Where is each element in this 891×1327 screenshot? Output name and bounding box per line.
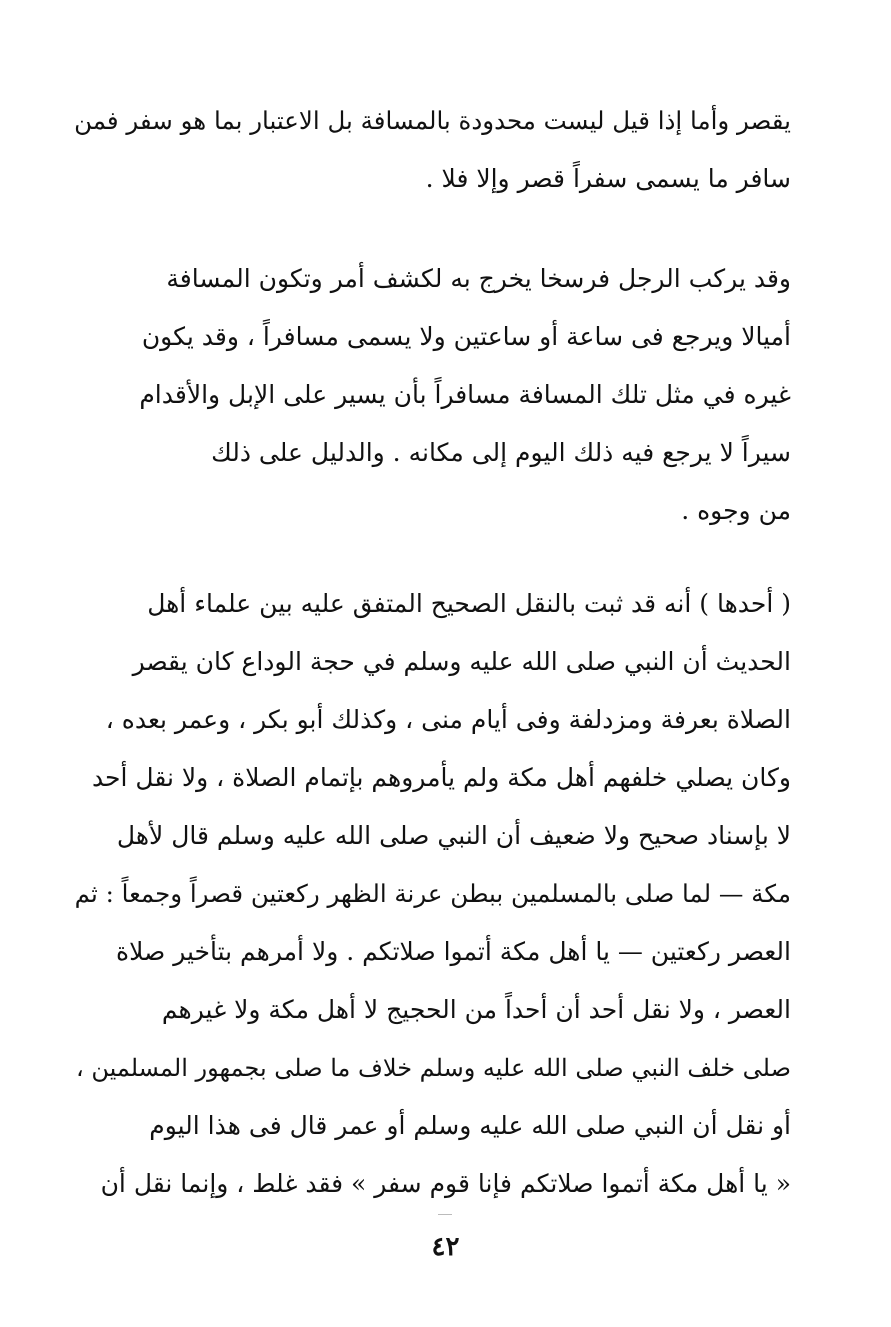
text-line: وقد يركب الرجل فرسخا يخرج به لكشف أمر وتكون المسافة (166, 264, 791, 293)
text-line: أو نقل أن النبي صلى الله عليه وسلم أو عمر قال فى هذا اليوم (149, 1111, 791, 1140)
text-line: سيراً لا يرجع فيه ذلك اليوم إلى مكانه . والدليل على ذلك (211, 438, 791, 467)
text-line: أميالا ويرجع فى ساعة أو ساعتين ولا يسمى مسافراً ، وقد يكون (141, 322, 791, 351)
text-line: العصر ركعتين — يا أهل مكة أتموا صلاتكم . ولا أمرهم بتأخير صلاة (116, 937, 791, 966)
text-line: العصر ، ولا نقل أحد أن أحداً من الحجيج لا أهل مكة ولا غيرهم (161, 995, 791, 1024)
text-line: وكان يصلي خلفهم أهل مكة ولم يأمروهم بإتمام الصلاة ، ولا نقل أحد (91, 763, 791, 792)
text-line: لا بإسناد صحيح ولا ضعيف أن النبي صلى الله عليه وسلم قال لأهل (116, 821, 791, 850)
text-line: مكة — لما صلى بالمسلمين ببطن عرنة الظهر ركعتين قصراً وجمعاً : ثم (74, 879, 791, 908)
text-line: الصلاة بعرفة ومزدلفة وفى أيام منى ، وكذلك أبو بكر ، وعمر بعده ، (105, 705, 791, 734)
text-line: « يا أهل مكة أتموا صلاتكم فإنا قوم سفر » فقد غلط ، وإنما نقل أن (100, 1169, 791, 1198)
paragraph-3 (70, 575, 791, 1213)
text-line: سافر ما يسمى سفراً قصر وإلا فلا . (425, 164, 791, 193)
footer-divider (438, 1214, 452, 1215)
text-line: صلى خلف النبي صلى الله عليه وسلم خلاف ما صلى بجمهور المسلمين ، (75, 1054, 791, 1082)
text-line: يقصر وأما إذا قيل ليست محدودة بالمسافة بل الاعتبار بما هو سفر فمن (74, 106, 791, 135)
paragraph-1 (70, 92, 791, 208)
page-number: ٤٢ (431, 1232, 460, 1262)
text-line: من وجوه . (681, 496, 791, 525)
text-line: الحديث أن النبي صلى الله عليه وسلم في حجة الوداع كان يقصر (132, 647, 791, 676)
text-line: غيره في مثل تلك المسافة مسافراً بأن يسير على الإبل والأقدام (139, 380, 791, 409)
text-line: ( أحدها ) أنه قد ثبت بالنقل الصحيح المتفق عليه بين علماء أهل (147, 589, 791, 618)
paragraph-2 (70, 250, 791, 540)
